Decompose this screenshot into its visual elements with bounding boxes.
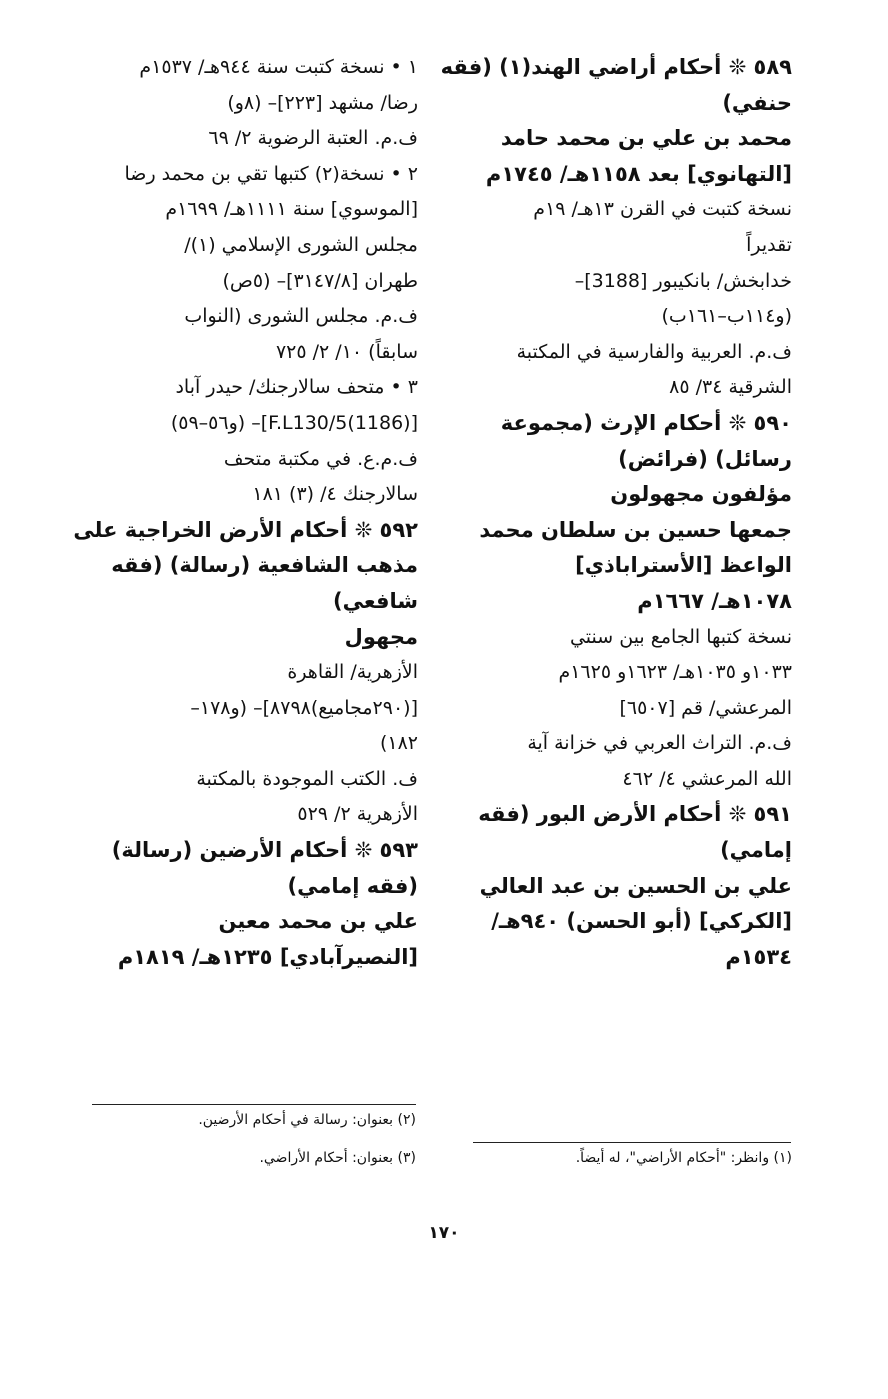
entry-589-author: محمد بن علي بن محمد حامد (500, 126, 792, 151)
entry-590-copy-dates: ١٠٣٣و ١٠٣٥هـ/ ١٦٢٣و ١٦٢٥م (558, 661, 792, 684)
entry-590-compiler: جمعها حسين بن سلطان محمد (479, 517, 792, 542)
entry-591-subject: إمامي) (720, 838, 792, 863)
copy-3-catalog-cont: سالارجنك ٤/ (٣) ١٨١ (252, 483, 418, 506)
right-column (440, 50, 792, 975)
footnote-3: (٣) بعنوان: أحكام الأراضي. (259, 1150, 416, 1166)
entry-590-author: مؤلفون مجهولون (610, 482, 792, 507)
copy-3: ٣ • متحف سالارجنك/ حيدر آباد (175, 376, 418, 399)
copy-1: ١ • نسخة كتبت سنة ٩٤٤هـ/ ١٥٣٧م (139, 56, 418, 78)
copy-2-shelfmark: طهران [٣١٤٧/٨]– (٥ص) (222, 269, 418, 292)
entry-589-folios: (و١١٤ب–١٦١ب) (661, 305, 792, 328)
entry-592-subject: شافعي) (333, 588, 418, 613)
page-number: ١٧٠ (428, 1223, 460, 1243)
entry-592-author: مجهول (344, 624, 418, 649)
copy-2-scribe: [الموسوي] سنة ١١١١هـ/ ١٦٩٩م (165, 198, 418, 221)
entry-590-library: المرعشي/ قم [٦٥٠٧] (619, 696, 792, 719)
entry-590-catalog: ف.م. التراث العربي في خزانة آية (527, 732, 792, 755)
copy-2-catalog-cont: سابقاً) ١٠/ ٢/ ٧٢٥ (275, 340, 418, 363)
entry-590-subject: رسائل) (فرائض) (618, 446, 792, 471)
copy-3-catalog: ف.م.ع. في مكتبة متحف (223, 447, 418, 470)
entry-589-subject: حنفي) (722, 90, 792, 115)
entry-592-shelfmark: [(٢٩٠مجاميع)٨٧٩٨]– (و١٧٨– (190, 696, 418, 719)
footnote-rule-right (473, 1142, 791, 1143)
entry-593-subject: (فقه إمامي) (287, 873, 418, 898)
entry-591-author-cont: [الكركي] (أبو الحسن) ٩٤٠هـ/ (491, 909, 792, 934)
footnote-1: (١) وانظر: "أحكام الأراضي"، له أيضاً. (575, 1150, 792, 1166)
entry-589-heading: ٥٨٩ ❊ أحكام أراضي الهند(١) (فقه (440, 55, 792, 79)
entry-590-compiler-cont: الواعظ [الأستراباذي] (575, 553, 792, 578)
entry-593-author: علي بن محمد معين (218, 909, 418, 934)
entry-592-heading-cont: مذهب الشافعية (رسالة) (فقه (111, 553, 418, 578)
entry-592-library: الأزهرية/ القاهرة (287, 661, 418, 684)
entry-589-author-dates: [التهانوي] بعد ١١٥٨هـ/ ١٧٤٥م (485, 161, 792, 186)
entry-590-catalog-cont: الله المرعشي ٤/ ٤٦٢ (622, 767, 792, 790)
entry-592-folios: ١٨٢) (379, 732, 418, 755)
entry-591-heading: ٥٩١ ❊ أحكام الأرض البور (فقه (478, 802, 792, 827)
entry-592-heading: ٥٩٢ ❊ أحكام الأرض الخراجية على (73, 517, 418, 542)
entry-592-catalog: ف. الكتب الموجودة بالمكتبة (196, 767, 418, 790)
copy-2-catalog: ف.م. مجلس الشورى (النواب (184, 305, 418, 328)
entry-589-copy-date-cont: تقديراً (746, 233, 792, 256)
entry-590-heading: ٥٩٠ ❊ أحكام الإرث (مجموعة (500, 410, 792, 435)
entry-590-dates: ١٠٧٨هـ/ ١٦٦٧م (637, 588, 792, 613)
copy-1-catalog: ف.م. العتبة الرضوية ٢/ ٦٩ (208, 127, 418, 150)
entry-589-copy-date: نسخة كتبت في القرن ١٣هـ/ ١٩م (533, 198, 792, 221)
entry-589-catalog-cont: الشرقية ٣٤/ ٨٥ (669, 376, 792, 399)
entry-591-author: علي بن الحسين بن عبد العالي (479, 873, 792, 898)
copy-1-library: رضا/ مشهد [٢٢٣]– (٨و) (227, 91, 418, 114)
entry-589-catalog: ف.م. العربية والفارسية في المكتبة (516, 340, 792, 363)
entry-589-library: خدابخش/ بانكيبور [3188]– (574, 269, 792, 292)
entry-590-copy: نسخة كتبها الجامع بين سنتي (569, 625, 792, 648)
left-column (73, 50, 418, 975)
entry-592-catalog-cont: الأزهرية ٢/ ٥٢٩ (297, 803, 418, 826)
footnote-rule-left (92, 1104, 416, 1105)
entry-591-author-date: ١٥٣٤م (725, 944, 792, 969)
copy-2-library: مجلس الشورى الإسلامي (١)/ (184, 233, 418, 256)
copy-3-shelfmark: [(1186)F.L130/5]– (و٥٦–٥٩) (170, 411, 418, 434)
entry-593-heading: ٥٩٣ ❊ أحكام الأرضين (رسالة) (111, 838, 418, 863)
footnote-2: (٢) بعنوان: رسالة في أحكام الأرضين. (198, 1112, 416, 1128)
entry-593-author-dates: [النصيرآبادي] ١٢٣٥هـ/ ١٨١٩م (117, 944, 418, 969)
copy-2: ٢ • نسخة(٢) كتبها تقي بن محمد رضا (124, 162, 418, 185)
